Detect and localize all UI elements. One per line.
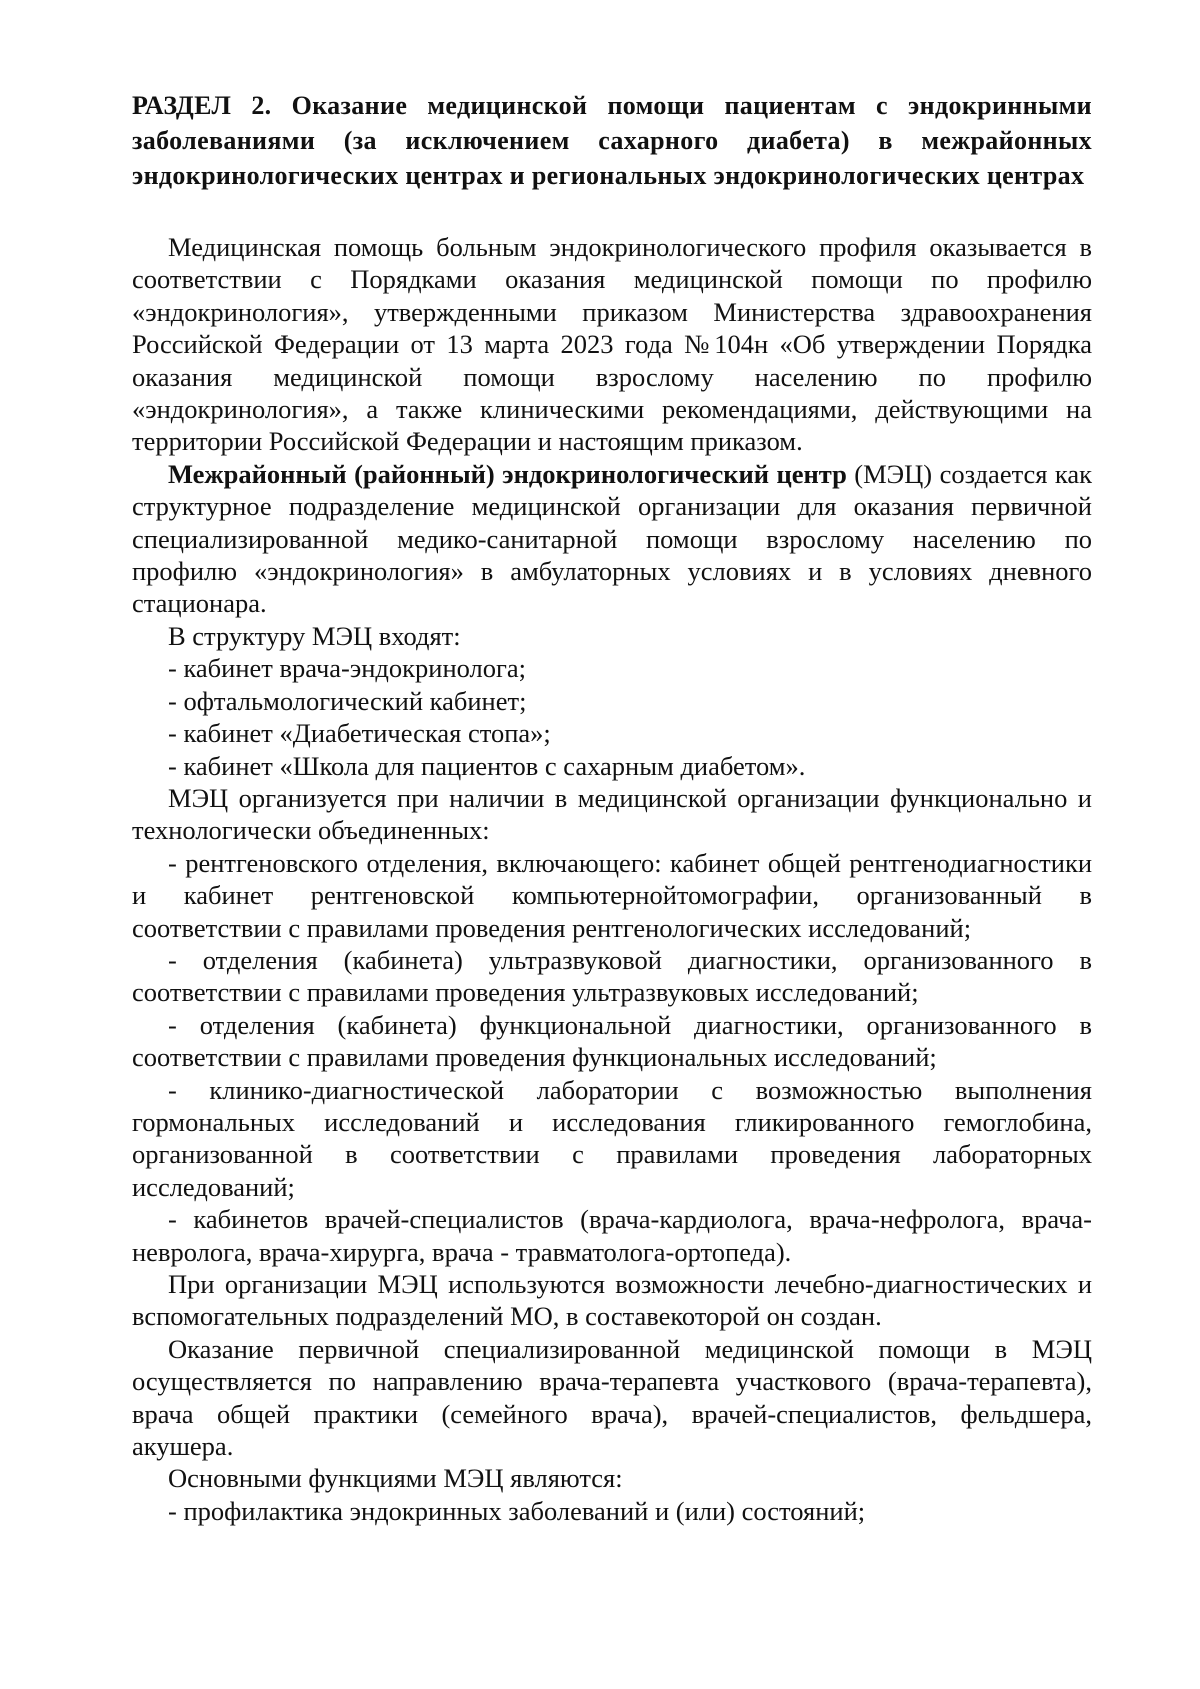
paragraph-mec-resources: При организации МЭЦ используются возможности лечебно-диагностических и вспомогательных подразделений МО, в составекоторой он создан.	[132, 1269, 1092, 1332]
mec-term: Межрайонный (районный) эндокринологический центр	[168, 458, 847, 489]
unit-item: - отделения (кабинета) ультразвуковой диагностики, организованного в соответствии с правилами проведения ультразвуковых исследований;	[132, 944, 1092, 1008]
structure-item: - кабинет врача-эндокринолога;	[168, 653, 527, 684]
unit-item: - клинико-диагностической лаборатории с возможностью выполнения гормональных исследований и исследования гликированного гемоглобина, организованной в соответствии с правилами проведения лабораторных исследований;	[132, 1074, 1092, 1202]
unit-item: - рентгеновского отделения, включающего: кабинет общей рентгенодиагностики и кабинет рентгеновской компьютернойтомографии, организованный в соответствии с правилами проведения рентгенологических исследований;	[132, 847, 1092, 943]
structure-item: - офтальмологический кабинет;	[168, 685, 527, 716]
structure-item: - кабинет «Диабетическая стопа»;	[168, 718, 551, 749]
unit-item: - отделения (кабинета) функциональной диагностики, организованного в соответствии с правилами проведения функциональных исследований;	[132, 1009, 1092, 1073]
unit-item: - кабинетов врачей-специалистов (врача-кардиолога, врача-нефролога, врача-невролога, врача-хирурга, врача - травматолога-ортопеда).	[132, 1204, 1092, 1267]
mec-definition-text: (МЭЦ) создается как структурное подразделение медицинской организации для оказания первичной специализированной медико-санитарной помощи взрослому населению по профилю «эндокринология» в амбулаторных условиях и в условиях дневного стационара.	[132, 458, 1092, 619]
paragraph-mec-organization: МЭЦ организуется при наличии в медицинской организации функционально и технологически объединенных:	[132, 782, 1092, 846]
structure-intro: В структуру МЭЦ входят:	[168, 620, 461, 651]
paragraph-referral: Оказание первичной специализированной медицинской помощи в МЭЦ осуществляется по направлению врача-терапевта участкового (врача-терапевта), врача общей практики (семейного врача), врачей-специалистов, фельдшера, акушера.	[132, 1333, 1092, 1462]
functions-intro: Основными функциями МЭЦ являются:	[168, 1463, 623, 1494]
functions-item: - профилактика эндокринных заболеваний и (или) состояний;	[168, 1495, 866, 1526]
document-page	[132, 88, 1092, 1527]
paragraph-mec-definition	[132, 458, 1092, 620]
paragraph-medical-care: Медицинская помощь больным эндокринологического профиля оказывается в соответствии с Порядками оказания медицинской помощи по профилю «эндокринология», утвержденными приказом Министерства здравоохранения Российской Федерации от 13 марта 2023 года №104н «Об утверждении Порядка оказания медицинской помощи взрослому населению по профилю «эндокринология», а также клиническими рекомендациями, действующими на территории Российской Федерации и настоящим приказом.	[132, 232, 1092, 457]
section-heading: РАЗДЕЛ 2. Оказание медицинской помощи пациентам с эндокринными заболеваниями (за исключением сахарного диабета) в межрайонных эндокринологических центрах и региональных эндокринологических центрах	[132, 91, 1092, 190]
structure-item: - кабинет «Школа для пациентов с сахарным диабетом».	[168, 750, 806, 781]
